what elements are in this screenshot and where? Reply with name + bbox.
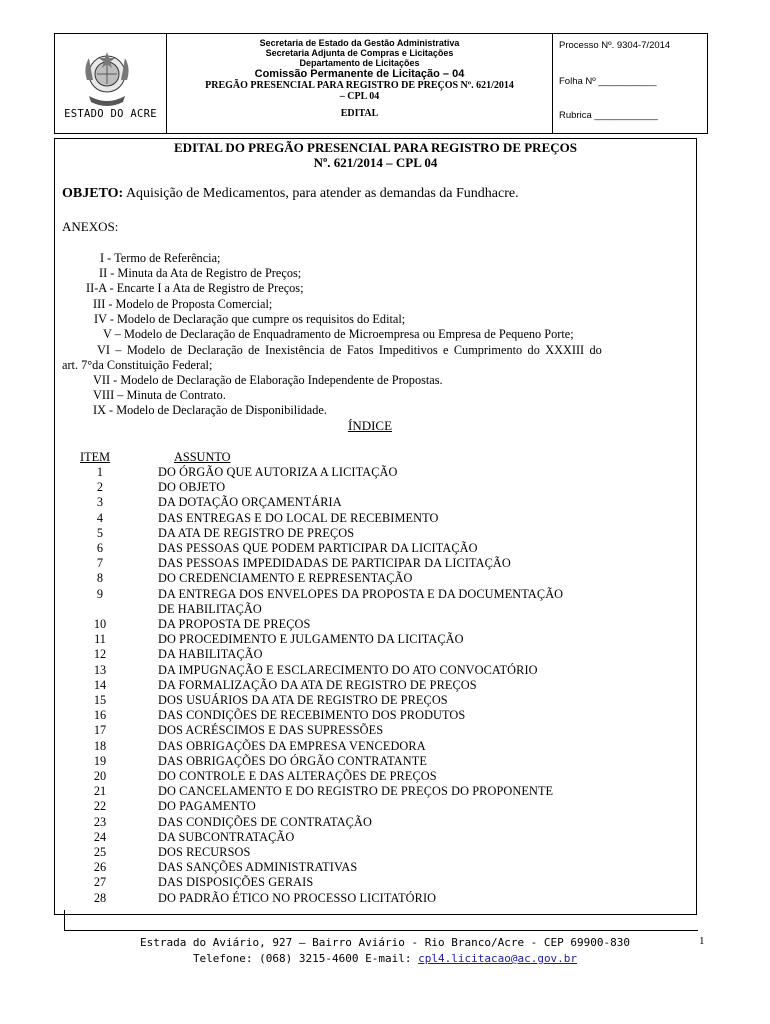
index-item-subject: DO CONTROLE E DAS ALTERAÇÕES DE PREÇOS (158, 769, 437, 783)
annex-item: VI – Modelo de Declaração de Inexistência de Fatos Impeditivos e Cumprimento do XXXIII do (97, 343, 602, 357)
index-item-subject: DO PAGAMENTO (158, 799, 256, 814)
annex-item: IX - Modelo de Declaração de Disponibilidade. (93, 403, 327, 417)
index-item-subject: DAS OBRIGAÇÕES DA EMPRESA VENCEDORA (158, 738, 426, 753)
footer-contact (0, 951, 770, 967)
header-divider (552, 34, 553, 133)
index-item-number: 5 (96, 525, 104, 540)
annex-item: I - Termo de Referência; (100, 251, 221, 265)
header-line: Departamento de Licitações (299, 58, 420, 68)
index-item-number: 24 (93, 829, 107, 844)
state-coat-of-arms-icon (79, 50, 135, 110)
index-item-subject: DOS USUÁRIOS DA ATA DE REGISTRO DE PREÇOS (158, 693, 448, 707)
index-item-subject: DAS SANÇÕES ADMINISTRATIVAS (158, 860, 358, 875)
index-item-subject: DO CREDENCIAMENTO E REPRESENTAÇÃO (158, 571, 413, 586)
footer-phone: Telefone: (068) 3215-4600 E-mail: (192, 952, 412, 965)
index-item-subject: DO OBJETO (158, 480, 226, 495)
state-label: ESTADO DO ACRE (64, 108, 157, 120)
index-item-number: 20 (93, 769, 107, 783)
index-item-subject: DE HABILITAÇÃO (158, 601, 262, 616)
index-item-subject: DA ATA DE REGISTRO DE PREÇOS (158, 525, 355, 540)
annex-item: II-A - Encarte I a Ata de Registro de Preços; (86, 281, 304, 295)
index-item-number: 6 (96, 541, 104, 555)
index-item-subject: DAS PESSOAS QUE PODEM PARTICIPAR DA LICITAÇÃO (158, 541, 478, 555)
index-item-subject: DO PROCEDIMENTO E JULGAMENTO DA LICITAÇÃO (158, 632, 464, 647)
index-item-subject: DAS ENTREGAS E DO LOCAL DE RECEBIMENTO (158, 510, 439, 525)
index-item-number: 1 (96, 465, 104, 479)
index-item-subject: DO ÓRGÃO QUE AUTORIZA A LICITAÇÃO (158, 465, 398, 479)
process-number: Processo Nº. 9304-7/2014 (559, 40, 671, 51)
footer-address: Estrada do Aviário, 927 – Bairro Aviário - Rio Branco/Acre - CEP 69900-830 (139, 936, 631, 949)
object-paragraph (62, 186, 519, 202)
header-title-block (167, 38, 552, 119)
annex-item-continued: art. 7°da Constituição Federal; (62, 358, 213, 372)
header-line: Comissão Permanente de Licitação – 04 (254, 68, 465, 80)
index-item-number: 16 (93, 708, 107, 723)
index-item-subject: DAS PESSOAS IMPEDIDADAS DE PARTICIPAR DA LICITAÇÃO (158, 556, 511, 571)
object-label: OBJETO: (62, 186, 124, 201)
index-item-subject: DOS RECURSOS (158, 845, 251, 859)
header-line: – CPL 04 (339, 91, 380, 102)
document-subtitle: Nº. 621/2014 – CPL 04 (313, 155, 438, 170)
annex-item: III - Modelo de Proposta Comercial; (93, 297, 273, 311)
index-item-number: 23 (93, 814, 107, 829)
header-line: Secretaria Adjunta de Compras e Licitações (265, 48, 454, 58)
annex-item: IV - Modelo de Declaração que cumpre os requisitos do Edital; (94, 312, 406, 326)
index-item-number: 15 (93, 693, 107, 707)
index-item-number: 22 (93, 799, 107, 814)
footer-email-link[interactable]: cpl4.licitacao@ac.gov.br (418, 952, 578, 965)
column-header-subject: ASSUNTO (174, 450, 231, 464)
annex-item: VII - Modelo de Declaração de Elaboração Independente de Propostas. (93, 373, 443, 387)
index-item-number: 28 (93, 890, 107, 905)
header-line: EDITAL (340, 108, 379, 119)
index-item-subject: DA ENTREGA DOS ENVELOPES DA PROPOSTA E DA DOCUMENTAÇÃO (158, 586, 564, 601)
index-item-subject: DAS OBRIGAÇÕES DO ÓRGÃO CONTRATANTE (158, 753, 427, 768)
annexes-label: ANEXOS: (62, 219, 119, 234)
index-item-subject: DA HABILITAÇÃO (158, 647, 263, 662)
document-title: EDITAL DO PREGÃO PRESENCIAL PARA REGISTRO DE PREÇOS (174, 140, 577, 155)
index-item-subject: DO CANCELAMENTO E DO REGISTRO DE PREÇOS DO PROPONENTE (158, 784, 554, 799)
index-item-number: 9 (96, 586, 104, 601)
annex-item: VIII – Minuta de Contrato. (93, 388, 226, 402)
index-item-subject: DAS CONDIÇÕES DE CONTRATAÇÃO (158, 814, 372, 829)
index-item-number: 3 (96, 495, 104, 510)
header-line: Secretaria de Estado da Gestão Administrativa (259, 38, 460, 48)
index-item-subject: DA PROPOSTA DE PREÇOS (158, 617, 311, 631)
index-item-number: 11 (94, 632, 106, 647)
document-frame-bottom (64, 910, 698, 931)
annex-item: II - Minuta da Ata de Registro de Preços; (99, 266, 302, 280)
index-item-number: 8 (96, 571, 104, 586)
index-item-subject: DA FORMALIZAÇÃO DA ATA DE REGISTRO DE PREÇOS (158, 677, 477, 692)
index-item-number: 12 (93, 647, 107, 662)
annex-item: V – Modelo de Declaração de Enquadramento de Microempresa ou Empresa de Pequeno Porte; (103, 327, 574, 341)
object-text: Aquisição de Medicamentos, para atender as demandas da Fundhacre. (125, 186, 519, 201)
index-item-number: 19 (93, 753, 107, 768)
header-line: PREGÃO PRESENCIAL PARA REGISTRO DE PREÇOS Nº. 621/2014 (205, 80, 514, 91)
index-heading: ÍNDICE (348, 418, 393, 433)
document-header (54, 33, 708, 134)
index-item-number: 13 (93, 662, 107, 677)
rubrica-field: Rubrica ____________ (559, 110, 658, 121)
page-footer (0, 935, 770, 967)
index-item-subject: DOS ACRÉSCIMOS E DAS SUPRESSÕES (158, 723, 384, 738)
index-item-subject: DA DOTAÇÃO ORÇAMENTÁRIA (158, 495, 342, 510)
index-item-subject: DAS DISPOSIÇÕES GERAIS (158, 875, 314, 890)
index-item-number: 10 (93, 617, 107, 631)
index-item-number: 21 (93, 784, 107, 799)
index-item-number: 26 (93, 860, 107, 875)
index-item-subject: DA SUBCONTRATAÇÃO (158, 829, 295, 844)
column-header-item: ITEM (80, 450, 111, 464)
index-item-number: 14 (93, 677, 107, 692)
folha-field: Folha Nº ___________ (559, 76, 657, 87)
index-item-subject: DAS CONDIÇÕES DE RECEBIMENTO DOS PRODUTOS (158, 708, 466, 723)
index-item-subject: DO PADRÃO ÉTICO NO PROCESSO LICITATÓRIO (158, 890, 437, 905)
index-item-number: 18 (93, 738, 107, 753)
index-item-number: 17 (93, 723, 107, 738)
index-item-subject: DA IMPUGNAÇÃO E ESCLARECIMENTO DO ATO CONVOCATÓRIO (158, 662, 538, 677)
index-item-number: 27 (93, 875, 107, 890)
index-item-number: 4 (96, 510, 104, 525)
index-item-number: 25 (93, 845, 107, 859)
index-item-number: 2 (96, 480, 104, 495)
index-item-number: 7 (96, 556, 104, 571)
page-number: 1 (699, 935, 705, 947)
